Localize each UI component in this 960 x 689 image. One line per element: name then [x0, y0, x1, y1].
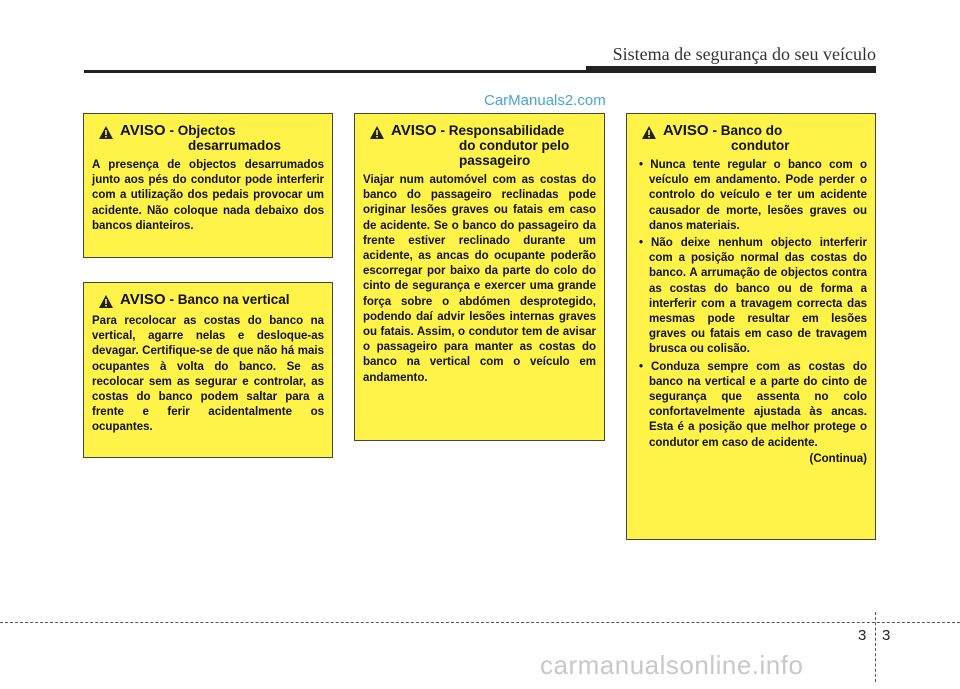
- aviso-label: AVISO: [391, 122, 437, 139]
- page-number-chapter: 3: [858, 627, 867, 644]
- list-item: • Não deixe nenhum objecto interferir com a posição normal das costas do banco. A arrumação de objectos contra as costas do banco ou de forma a interferir com a travagem correcta das mesmas pode resultar em lesões graves ou fatais em caso de travagem brusca ou colisão.: [635, 236, 867, 358]
- warning-title-cont: condutor: [731, 138, 790, 153]
- warning-triangle-icon: [98, 125, 114, 140]
- warning-title: - Objectos: [169, 123, 236, 138]
- warning-heading: [92, 292, 324, 309]
- warning-title: - Banco do: [712, 123, 783, 138]
- footer-rule: [0, 622, 960, 623]
- warning-body: Viajar num automóvel com as costas do banco do passageiro reclinadas pode originar lesões graves ou fatais em caso de acidente. Se o banco do passageiro da frente estiver reclinado durante um acidente, as ancas do ocupante poderão escorregar por baixo da parte do colo do cinto de segurança e exercer uma grande força sobre o abdómen desprotegido, podendo daí advir lesões internas graves ou fatais. Assim, o condutor tem de avisar o passageiro para manter as costas do banco na vertical com o veículo em andamento.: [363, 174, 596, 384]
- warning-title-cont: passageiro: [459, 153, 531, 168]
- warning-list: [635, 158, 867, 451]
- aviso-label: AVISO: [120, 122, 166, 139]
- warning-box-vertical: [83, 282, 333, 458]
- warning-box-responsabilidade: [354, 113, 605, 441]
- warning-box-condutor: [626, 113, 876, 540]
- page-header-title: Sistema de segurança do seu veículo: [612, 44, 876, 64]
- aviso-label: AVISO: [663, 122, 709, 139]
- warning-title: - Responsabilidade: [440, 123, 565, 138]
- warning-body: Para recolocar as costas do banco na vertical, agarre nelas e desloque-as devagar. Certifique-se de que não há mais ocupantes à volta do banco. Se as recolocar sem as segurar e controlar, as costas do banco podem saltar para a frente e ferir acidentalmente os ocupantes.: [92, 315, 324, 434]
- warning-heading: [92, 123, 324, 153]
- watermark-bottom[interactable]: carmanualsonline.info: [540, 650, 804, 680]
- page-number: 3: [882, 627, 891, 644]
- watermark-top[interactable]: CarManuals2.com: [484, 92, 606, 109]
- page-number-divider: [875, 612, 876, 682]
- warning-title: - Banco na vertical: [169, 292, 290, 307]
- continua-label: (Continua): [809, 452, 867, 465]
- list-item: • Conduza sempre com as costas do banco na vertical e a parte do cinto de segurança que assenta no colo confortavelmente ajustada às ancas. Esta é a posição que melhor protege o condutor em caso de acidente.: [635, 360, 867, 451]
- aviso-label: AVISO: [120, 291, 166, 308]
- warning-triangle-icon: [98, 294, 114, 309]
- warning-box-objectos: [83, 113, 333, 258]
- warning-triangle-icon: [641, 125, 657, 140]
- header-rule: [84, 70, 876, 73]
- warning-triangle-icon: [369, 125, 385, 140]
- list-item: • Nunca tente regular o banco com o veículo em andamento. Pode perder o controlo do veículo e ter um acidente causador de morte, lesões graves ou danos materiais.: [635, 158, 867, 234]
- warning-heading: [635, 123, 867, 153]
- warning-title-cont: desarrumados: [188, 138, 282, 153]
- warning-title-cont: do condutor pelo: [459, 138, 570, 153]
- warning-body: A presença de objectos desarrumados junto aos pés do condutor pode interferir com a utilização dos pedais provocar um acidente. Não coloque nada debaixo dos bancos dianteiros.: [92, 159, 324, 232]
- warning-heading: [363, 123, 596, 168]
